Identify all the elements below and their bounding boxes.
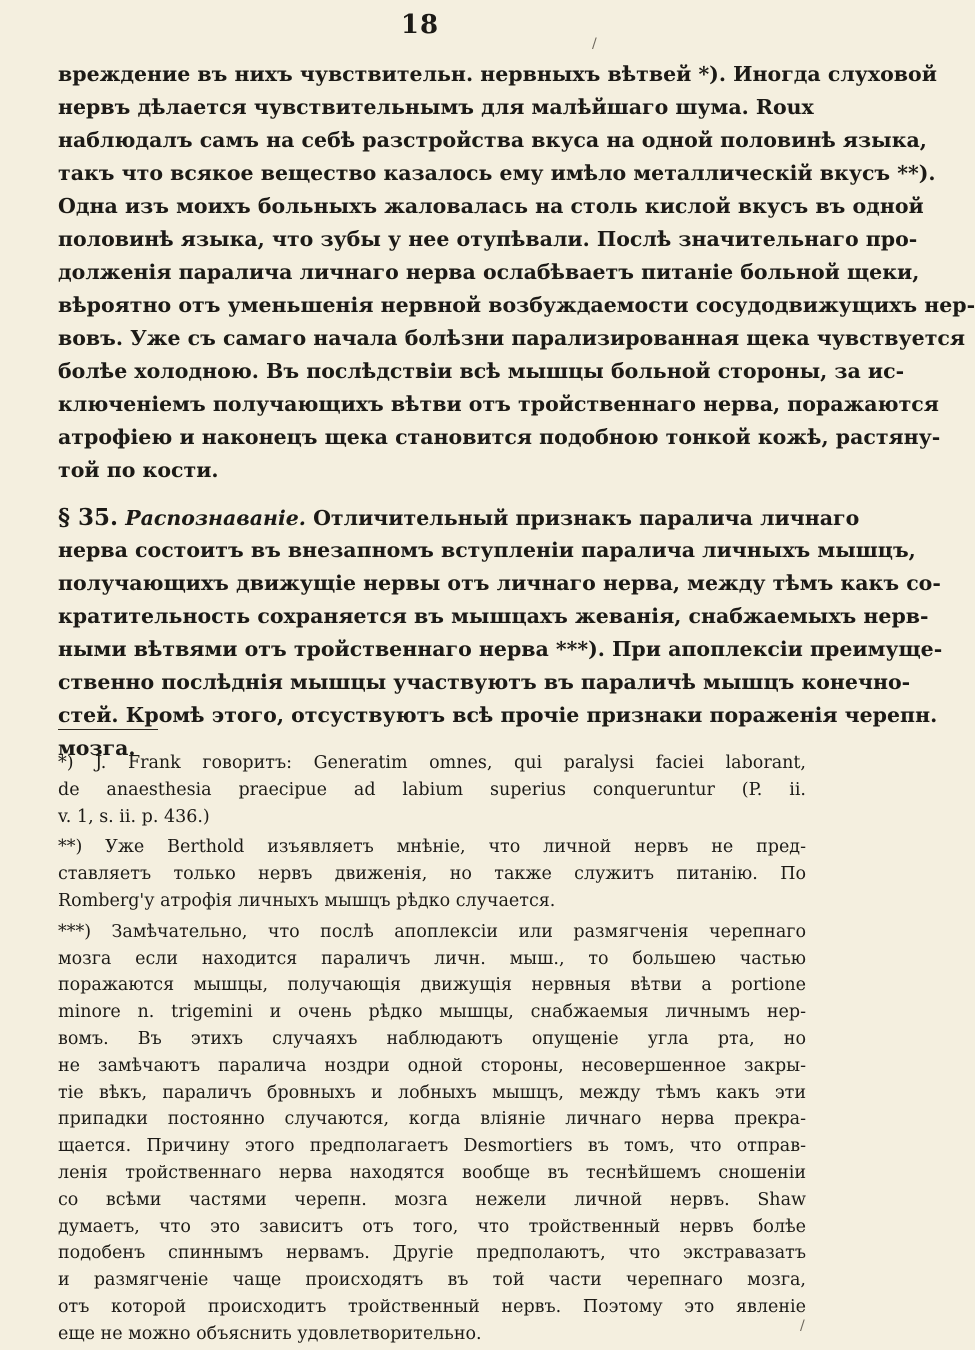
text-line: получающихъ движущіе нервы отъ личнаго нерва, между тѣмъ какъ со-	[58, 571, 941, 595]
text-line: вѣроятно отъ уменьшенія нервной возбуждаемости сосудодвижущихъ нер-	[58, 293, 975, 317]
footnote-line: **) Уже Berthold изъявляетъ мнѣніе, что личной нервъ не пред-	[58, 837, 806, 858]
text-line: наблюдалъ самъ на себѣ разстройства вкуса на одной половинѣ языка,	[58, 128, 927, 152]
footnote-line: ставляетъ только нервъ движенія, но также служитъ питанію. По	[58, 864, 806, 885]
footnote-line: припадки постоянно случаются, когда вліяніе личнаго нерва прекра-	[58, 1109, 806, 1130]
text-line: Одна изъ моихъ больныхъ жаловалась на столь кислой вкусъ въ одной	[58, 194, 924, 218]
text-line: такъ что всякое вещество казалось ему имѣло металлическій вкусъ **).	[58, 161, 936, 185]
footnote-line: тіе вѣкъ, параличъ бровныхъ и лобныхъ мышцъ, между тѣмъ какъ эти	[58, 1082, 806, 1103]
footnote-1	[58, 750, 806, 830]
text-line: той по кости.	[58, 458, 219, 482]
paper-speck: /	[592, 36, 597, 52]
footnote-line: de anaesthesia praecipue ad labium superius conqueruntur (P. ii.	[58, 779, 806, 800]
text-line: вовъ. Уже съ самаго начала болѣзни парализированная щека чувствуется	[58, 326, 966, 350]
footnote-line: подобенъ спиннымъ нервамъ. Другіе предполаютъ, что экстравазатъ	[58, 1243, 806, 1264]
text-line: мозга.	[58, 736, 136, 760]
footnote-line: Romberg'у атрофія личныхъ мышцъ рѣдко случается.	[58, 890, 556, 911]
text-line: вреждение въ нихъ чувствительн. нервныхъ вѣтвей *). Иногда слуховой	[58, 62, 937, 86]
footnote-line: еще не можно объяснить удовлетворительно.	[58, 1323, 482, 1344]
text-line: ными вѣтвями отъ тройственнаго нерва ***). При апоплексіи преимуще-	[58, 637, 943, 661]
text-line: нерва состоитъ въ внезапномъ вступленіи паралича личныхъ мышцъ,	[58, 538, 916, 562]
footnote-2	[58, 834, 806, 914]
section-title: Распознаваніе.	[125, 506, 306, 530]
footnote-line: отъ которой происходитъ тройственный нервъ. Поэтому это явленіе	[58, 1296, 806, 1317]
footnote-line: не замѣчаютъ паралича ноздри одной стороны, несовершенное закры-	[58, 1055, 806, 1076]
footnote-divider	[58, 729, 158, 730]
footnote-line: minore n. trigemini и очень рѣдко мышцы, снабжаемыя личнымъ нер-	[58, 1002, 806, 1023]
text-line: кратительность сохраняется въ мышцахъ жеванія, снабжаемыхъ нерв-	[58, 604, 929, 628]
footnotes	[58, 750, 806, 1348]
section-heading-line	[58, 501, 860, 534]
page-number: 18	[400, 10, 440, 40]
paper-speck: /	[800, 1318, 805, 1334]
footnote-line: мозга если находится параличъ личн. мыш., то большею частью	[58, 948, 806, 969]
text-line: атрофіею и наконецъ щека становится подобною тонкой кожѣ, растяну-	[58, 425, 941, 449]
section-first-line: Отличительный признакъ паралича личнаго	[313, 506, 860, 530]
footnote-line: вомъ. Въ этихъ случаяхъ наблюдаютъ опущеніе угла рта, но	[58, 1028, 806, 1049]
footnote-line: щается. Причину этого предполагаетъ Desmortiers въ томъ, что отправ-	[58, 1136, 806, 1157]
text-line: долженія паралича личнаго нерва ослабѣваетъ питаніе больной щеки,	[58, 260, 920, 284]
text-line: нервъ дѣлается чувствительнымъ для малѣйшаго шума. Roux	[58, 95, 814, 119]
text-line: ственно послѣднія мышцы участвуютъ въ параличѣ мышцъ конечно-	[58, 670, 911, 694]
section-number: § 35.	[58, 504, 119, 531]
footnote-line: поражаются мышцы, получающія движущія нервныя вѣтви a portione	[58, 975, 806, 996]
footnote-line: *) J. Frank говоритъ: Generatim omnes, qui paralysi faciei laborant,	[58, 753, 806, 773]
body-text	[58, 58, 975, 765]
text-line: стей. Кромѣ этого, отсуствуютъ всѣ прочіе признаки пораженія черепн.	[58, 703, 938, 727]
text-line: половинѣ языка, что зубы у нее отупѣвали. Послѣ значительнаго про-	[58, 227, 918, 251]
footnote-line: ***) Замѣчательно, что послѣ апоплексіи или размягченія черепнаго	[58, 921, 806, 942]
footnote-line: и размягченіе чаще происходятъ въ той части черепнаго мозга,	[58, 1270, 806, 1291]
text-line: ключеніемъ получающихъ вѣтви отъ тройственнаго нерва, поражаются	[58, 392, 939, 416]
footnote-line: думаетъ, что это зависитъ отъ того, что тройственный нервъ болѣе	[58, 1216, 806, 1237]
footnote-line: ленія тройственнаго нерва находятся вообще въ теснѣйшемъ сношеніи	[58, 1162, 806, 1183]
footnote-3	[58, 919, 806, 1348]
footnote-line: со всѣми частями черепн. мозга нежели личной нервъ. Shaw	[58, 1189, 806, 1210]
footnote-line: v. 1, s. ii. p. 436.)	[58, 806, 210, 827]
text-line: болѣе холодною. Въ послѣдствіи всѣ мышцы больной стороны, за ис-	[58, 359, 905, 383]
